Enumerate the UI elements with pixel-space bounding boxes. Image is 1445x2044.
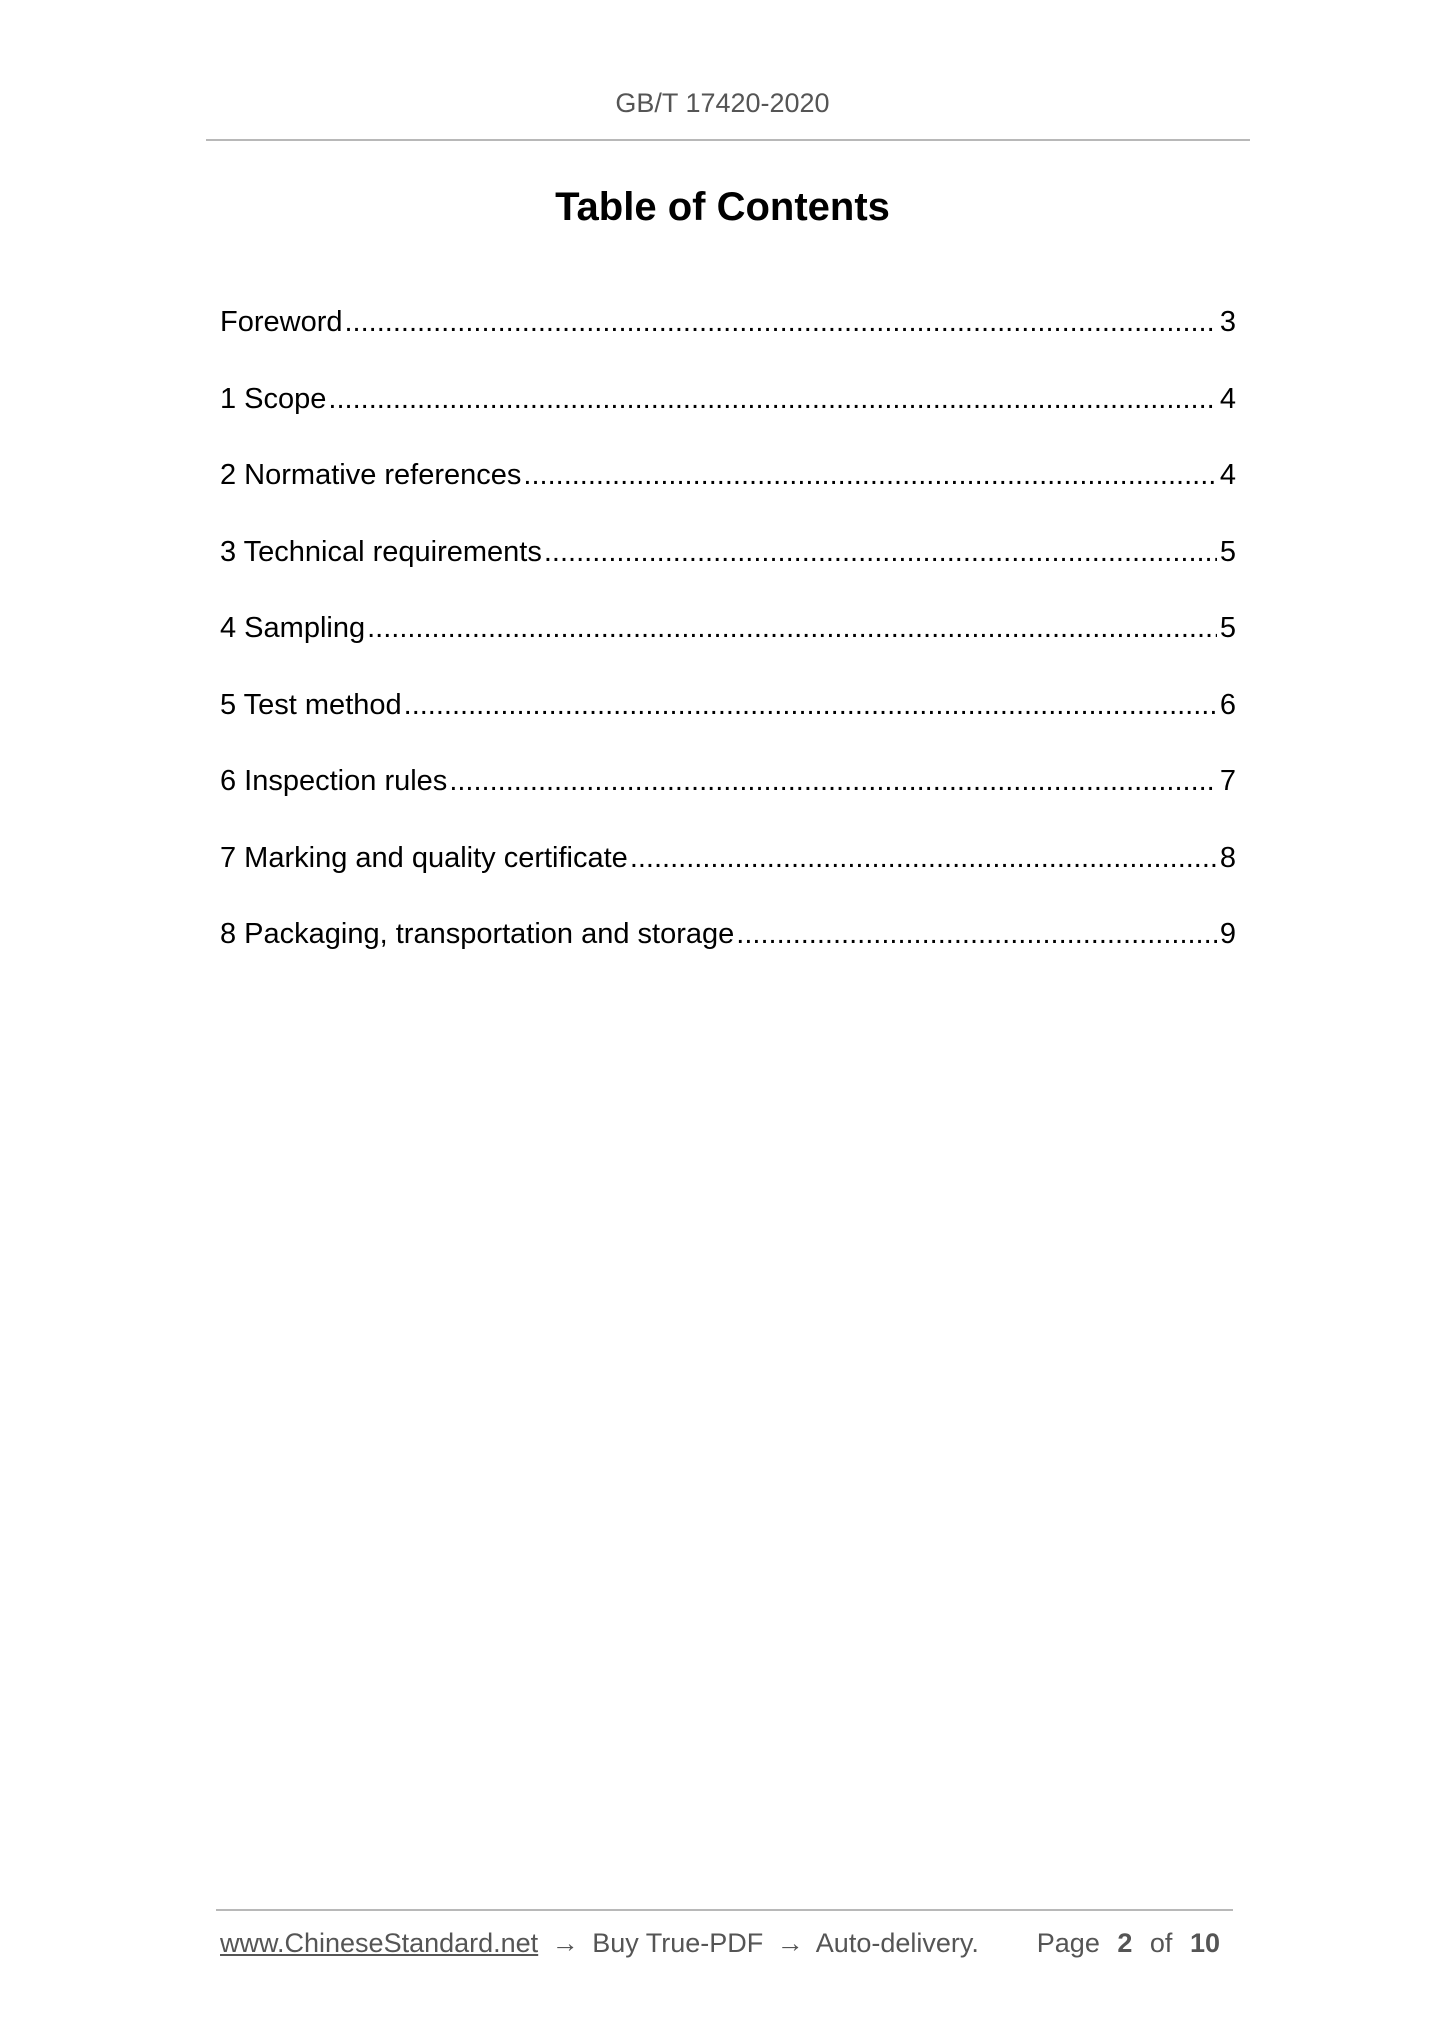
toc-entry-page: 4 <box>1219 459 1236 491</box>
toc-entry-inspection-rules[interactable] <box>220 763 1236 840</box>
arrow-right-icon: → <box>776 1928 804 1958</box>
toc-entry-label: 4 Sampling <box>220 612 366 644</box>
footer-promo <box>220 1928 979 1959</box>
toc-dot-leader <box>736 916 1217 952</box>
toc-entry-marking-and-quality-certificate[interactable] <box>220 840 1236 917</box>
toc-entry-scope[interactable] <box>220 381 1236 458</box>
toc-entry-foreword[interactable] <box>220 304 1236 381</box>
site-link[interactable]: www.ChineseStandard.net <box>220 1928 539 1958</box>
toc-entry-label: Foreword <box>220 306 343 338</box>
document-id-header: GB/T 17420-2020 <box>615 88 830 118</box>
toc-dot-leader <box>345 304 1217 340</box>
toc-entry-technical-requirements[interactable] <box>220 534 1236 611</box>
page-indicator <box>1037 1928 1230 1959</box>
toc-entry-page: 5 <box>1219 612 1236 644</box>
toc-dot-leader <box>404 687 1217 723</box>
toc-entry-page: 5 <box>1219 535 1236 568</box>
current-page-number: 2 <box>1117 1928 1133 1958</box>
delivery-text: Auto-delivery. <box>815 1928 979 1958</box>
toc-entry-page: 6 <box>1219 688 1236 721</box>
toc-entry-label: 5 Test method <box>220 688 402 721</box>
toc-entry-page: 3 <box>1219 306 1236 338</box>
of-word: of <box>1149 1928 1173 1958</box>
toc-dot-leader <box>449 763 1217 799</box>
toc-entry-normative-references[interactable] <box>220 457 1236 534</box>
toc-list <box>220 304 1236 993</box>
toc-entry-label: 7 Marking and quality certificate <box>220 841 628 874</box>
toc-entry-label: 1 Scope <box>220 382 327 415</box>
toc-dot-leader <box>523 457 1216 493</box>
toc-dot-leader <box>367 610 1217 646</box>
toc-entry-label: 2 Normative references <box>220 459 522 491</box>
buy-text: Buy True-PDF <box>592 1928 764 1958</box>
toc-title: Table of Contents <box>555 185 890 229</box>
page-footer <box>220 1928 1230 1959</box>
toc-entry-sampling[interactable] <box>220 610 1236 687</box>
page-word: Page <box>1036 1928 1100 1958</box>
arrow-right-icon: → <box>551 1928 579 1958</box>
header-divider <box>206 139 1250 141</box>
toc-entry-test-method[interactable] <box>220 687 1236 764</box>
toc-entry-page: 9 <box>1219 918 1236 950</box>
toc-entry-page: 8 <box>1219 841 1236 874</box>
toc-entry-label: 8 Packaging, transportation and storage <box>220 918 735 950</box>
total-pages-number: 10 <box>1189 1928 1220 1958</box>
toc-dot-leader <box>544 534 1217 570</box>
toc-entry-packaging-transportation-storage[interactable] <box>220 916 1236 993</box>
toc-entry-page: 7 <box>1219 765 1236 797</box>
toc-entry-page: 4 <box>1219 382 1236 415</box>
toc-dot-leader <box>630 840 1217 876</box>
footer-divider <box>216 1909 1233 1911</box>
toc-entry-label: 3 Technical requirements <box>220 535 542 568</box>
toc-entry-label: 6 Inspection rules <box>220 765 448 797</box>
toc-dot-leader <box>328 381 1216 417</box>
